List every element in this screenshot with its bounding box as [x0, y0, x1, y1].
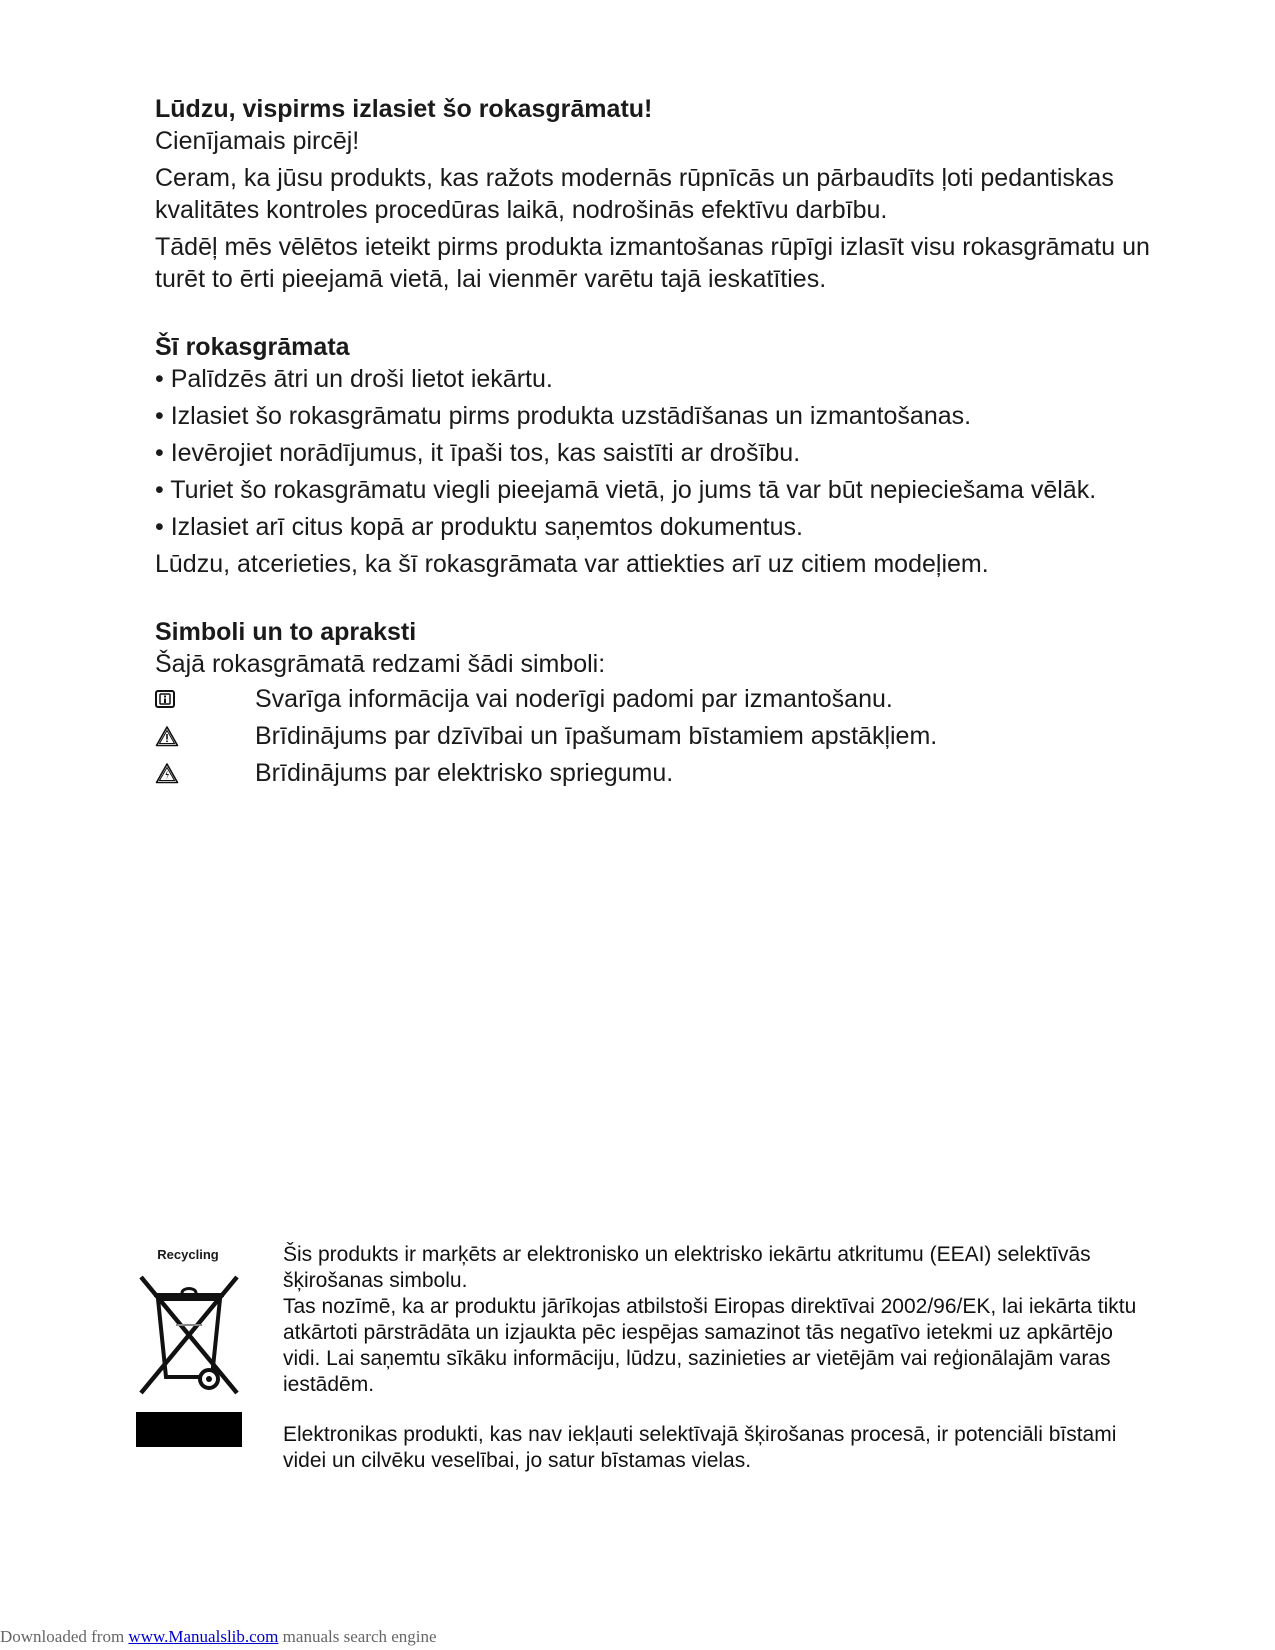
- info-icon: [155, 683, 255, 715]
- recycling-label: Recycling: [157, 1247, 219, 1262]
- recycling-paragraph: Šis produkts ir marķēts ar elektronisko un elektrisko iekārtu atkritumu (EEAI) selektīvās šķirošanas simbolu.: [283, 1243, 1091, 1292]
- weee-recycling-symbol: [136, 1247, 243, 1262]
- manual-bullet: • Palīdzēs ātri un droši lietot iekārtu.: [155, 365, 553, 393]
- manual-bullet: • Turiet šo rokasgrāmatu viegli pieejamā vietā, jo jums tā var būt nepieciešama vēlāk.: [155, 476, 1097, 504]
- weee-black-bar: [136, 1412, 242, 1447]
- recycling-paragraph: Elektronikas produkti, kas nav iekļauti selektīvajā šķirošanas procesā, ir potenciāli bīstami videi un cilvēku veselībai, jo satur bīstamas vielas.: [283, 1423, 1117, 1472]
- manualslib-link[interactable]: www.Manualslib.com: [128, 1627, 279, 1646]
- symbol-row: [155, 717, 1155, 754]
- symbol-row: [155, 680, 1155, 717]
- footer-suffix: manuals search engine: [278, 1627, 437, 1646]
- recycling-text: [283, 1242, 1153, 1474]
- manual-title: Šī rokasgrāmata: [155, 333, 350, 361]
- symbols-title: Simboli un to apraksti: [155, 618, 417, 646]
- symbol-text: Brīdinājums par elektrisko spriegumu.: [255, 758, 674, 787]
- manual-bullet: • Ievērojiet norādījumus, it īpaši tos, kas saistīti ar drošību.: [155, 439, 801, 467]
- intro-paragraph: Tādēļ mēs vēlētos ieteikt pirms produkta izmantošanas rūpīgi izlasīt visu rokasgrāmatu un turēt to ērti pieejamā vietā, lai vienmēr varētu tajā ieskatīties.: [155, 233, 1150, 293]
- electric-warning-icon: [155, 757, 255, 789]
- manual-bullet: • Izlasiet arī citus kopā ar produktu saņemtos dokumentus.: [155, 513, 803, 541]
- intro-paragraph: Ceram, ka jūsu produkts, kas ražots modernās rūpnīcās un pārbaudīts ļoti pedantiskas kvalitātes kontroles procedūras laikā, nodrošinās efektīvu darbību.: [155, 164, 1114, 224]
- symbol-text: Svarīga informācija vai noderīgi padomi par izmantošanu.: [255, 684, 893, 713]
- download-footer: [0, 1627, 437, 1647]
- warning-triangle-icon: [155, 720, 255, 752]
- intro-title: Lūdzu, vispirms izlasiet šo rokasgrāmatu!: [155, 95, 653, 123]
- main-content: [155, 93, 1155, 791]
- symbol-row: [155, 754, 1155, 791]
- symbol-text: Brīdinājums par dzīvībai un īpašumam bīstamiem apstākļiem.: [255, 721, 938, 750]
- intro-greeting: Cienījamais pircēj!: [155, 127, 360, 155]
- recycling-paragraph: Tas nozīmē, ka ar produktu jārīkojas atbilstoši Eiropas direktīvai 2002/96/EK, lai iekārta tiktu atkārtoti pārstrādāta un izjaukta pēc iespējas samazinot tās negatīvo ietekmi uz apkārtējo vidi. Lai saņemtu sīkāku informāciju, lūdzu, sazinieties ar vietējām vai reģionālajām varas iestādēm.: [283, 1295, 1137, 1396]
- symbols-intro: Šajā rokasgrāmatā redzami šādi simboli:: [155, 650, 606, 678]
- manual-note: Lūdzu, atcerieties, ka šī rokasgrāmata var attiekties arī uz citiem modeļiem.: [155, 550, 989, 578]
- crossed-bin-icon: [136, 1265, 242, 1405]
- manual-bullet: • Izlasiet šo rokasgrāmatu pirms produkta uzstādīšanas un izmantošanas.: [155, 402, 972, 430]
- footer-prefix: Downloaded from: [0, 1627, 129, 1646]
